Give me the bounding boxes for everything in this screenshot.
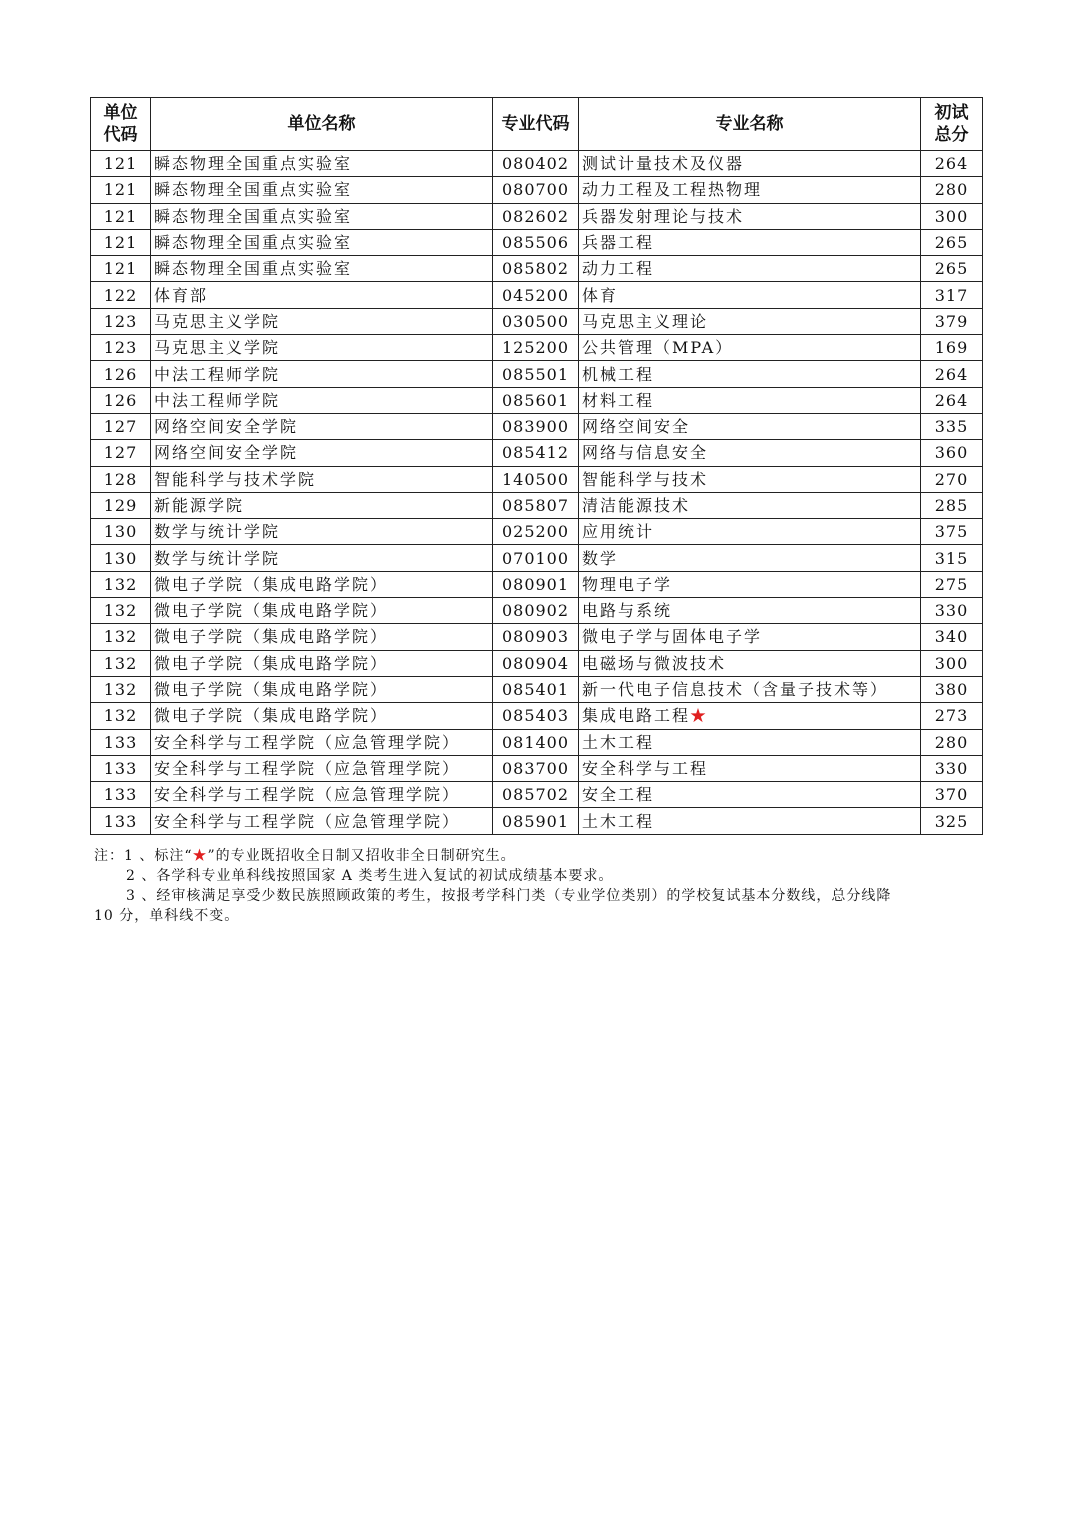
cell-score: 315: [921, 545, 983, 571]
cell-major-name: 安全工程: [579, 782, 921, 808]
cell-unit-code: 123: [91, 308, 151, 334]
cell-major-code: 085501: [493, 361, 579, 387]
cell-unit-code: 123: [91, 335, 151, 361]
cell-unit-name: 数学与统计学院: [151, 545, 493, 571]
cell-major-name: 新一代电子信息技术（含量子技术等）: [579, 676, 921, 702]
cell-unit-code: 132: [91, 676, 151, 702]
table-row: [91, 808, 983, 834]
cell-score: 379: [921, 308, 983, 334]
cell-unit-name: 马克思主义学院: [151, 308, 493, 334]
cell-unit-code: 121: [91, 203, 151, 229]
cell-unit-name: 网络空间安全学院: [151, 413, 493, 439]
cell-score: 280: [921, 177, 983, 203]
cell-score: 280: [921, 729, 983, 755]
cell-unit-name: 微电子学院（集成电路学院）: [151, 598, 493, 624]
cell-unit-code: 129: [91, 492, 151, 518]
table-row: [91, 782, 983, 808]
cell-unit-code: 133: [91, 729, 151, 755]
notes: [94, 846, 980, 926]
cell-score: 335: [921, 413, 983, 439]
cell-unit-name: 马克思主义学院: [151, 335, 493, 361]
cell-major-name: 电磁场与微波技术: [579, 650, 921, 676]
cell-score: 285: [921, 492, 983, 518]
cell-major-code: 085403: [493, 703, 579, 729]
cell-score: 340: [921, 624, 983, 650]
cell-unit-code: 121: [91, 256, 151, 282]
cell-major-code: 085807: [493, 492, 579, 518]
cell-major-code: 080904: [493, 650, 579, 676]
cell-major-code: 140500: [493, 466, 579, 492]
cell-major-code: 125200: [493, 335, 579, 361]
cell-major-code: 025200: [493, 519, 579, 545]
cell-major-name: 网络与信息安全: [579, 440, 921, 466]
table-row: [91, 203, 983, 229]
table-row: [91, 308, 983, 334]
cell-major-name: 测试计量技术及仪器: [579, 151, 921, 177]
cell-major-name: 兵器工程: [579, 229, 921, 255]
table-row: [91, 361, 983, 387]
note-3: 3 、经审核满足享受少数民族照顾政策的考生，按报考学科门类（专业学位类别）的学校复试基本分数线，总分线降: [126, 888, 892, 904]
cell-score: 169: [921, 335, 983, 361]
cell-unit-name: 安全科学与工程学院（应急管理学院）: [151, 729, 493, 755]
table-row: [91, 650, 983, 676]
note-1: 注：1 、标注“★”的专业既招收全日制又招收非全日制研究生。: [94, 848, 516, 864]
cell-unit-code: 132: [91, 571, 151, 597]
cell-score: 275: [921, 571, 983, 597]
cell-major-name: 动力工程及工程热物理: [579, 177, 921, 203]
cell-score: 370: [921, 782, 983, 808]
cell-major-code: 085702: [493, 782, 579, 808]
cell-major-name: 机械工程: [579, 361, 921, 387]
cell-unit-code: 132: [91, 624, 151, 650]
cell-major-code: 081400: [493, 729, 579, 755]
cell-unit-name: 微电子学院（集成电路学院）: [151, 624, 493, 650]
cell-major-code: 080700: [493, 177, 579, 203]
cell-major-code: 083700: [493, 755, 579, 781]
header-major-name: 专业名称: [579, 98, 921, 151]
table-body: [91, 151, 983, 835]
cell-unit-code: 126: [91, 361, 151, 387]
cell-unit-code: 132: [91, 650, 151, 676]
cell-score: 265: [921, 256, 983, 282]
cell-score: 265: [921, 229, 983, 255]
cell-unit-name: 微电子学院（集成电路学院）: [151, 703, 493, 729]
header-major-code: 专业代码: [493, 98, 579, 151]
cell-score: 330: [921, 755, 983, 781]
cell-unit-name: 体育部: [151, 282, 493, 308]
cell-major-code: 070100: [493, 545, 579, 571]
cell-score: 264: [921, 361, 983, 387]
table-row: [91, 335, 983, 361]
table-row: [91, 492, 983, 518]
cell-major-name: 公共管理（MPA）: [579, 335, 921, 361]
cell-unit-code: 121: [91, 177, 151, 203]
table-row: [91, 413, 983, 439]
cell-major-code: 083900: [493, 413, 579, 439]
table-row: [91, 282, 983, 308]
cell-score: 300: [921, 203, 983, 229]
cell-major-name: 土木工程: [579, 729, 921, 755]
table-row: [91, 177, 983, 203]
table-row: [91, 729, 983, 755]
star-icon: ★: [192, 848, 208, 864]
cell-unit-name: 网络空间安全学院: [151, 440, 493, 466]
cell-unit-name: 微电子学院（集成电路学院）: [151, 676, 493, 702]
cell-unit-name: 微电子学院（集成电路学院）: [151, 650, 493, 676]
cell-score: 264: [921, 151, 983, 177]
cell-major-name: 集成电路工程★: [579, 703, 921, 729]
cell-unit-code: 128: [91, 466, 151, 492]
cell-major-name: 网络空间安全: [579, 413, 921, 439]
cell-score: 380: [921, 676, 983, 702]
cell-major-name: 土木工程: [579, 808, 921, 834]
cell-major-code: 045200: [493, 282, 579, 308]
cell-score: 264: [921, 387, 983, 413]
cell-major-name: 数学: [579, 545, 921, 571]
cell-unit-name: 中法工程师学院: [151, 361, 493, 387]
cell-unit-name: 安全科学与工程学院（应急管理学院）: [151, 808, 493, 834]
cell-major-name: 材料工程: [579, 387, 921, 413]
table-row: [91, 598, 983, 624]
cell-unit-code: 121: [91, 151, 151, 177]
cell-score: 300: [921, 650, 983, 676]
cell-major-code: 030500: [493, 308, 579, 334]
cell-major-code: 082602: [493, 203, 579, 229]
cell-unit-code: 133: [91, 808, 151, 834]
cell-major-name: 体育: [579, 282, 921, 308]
table-row: [91, 466, 983, 492]
cell-score: 273: [921, 703, 983, 729]
table-row: [91, 440, 983, 466]
cell-score: 317: [921, 282, 983, 308]
cell-unit-code: 133: [91, 782, 151, 808]
cell-score: 360: [921, 440, 983, 466]
cell-major-name: 物理电子学: [579, 571, 921, 597]
table-row: [91, 229, 983, 255]
cell-major-name: 动力工程: [579, 256, 921, 282]
cell-unit-name: 数学与统计学院: [151, 519, 493, 545]
cell-major-name: 安全科学与工程: [579, 755, 921, 781]
score-table: [90, 97, 983, 835]
cell-unit-name: 新能源学院: [151, 492, 493, 518]
cell-unit-code: 130: [91, 519, 151, 545]
header-score: 初试总分: [921, 98, 983, 151]
cell-unit-name: 安全科学与工程学院（应急管理学院）: [151, 782, 493, 808]
cell-unit-code: 132: [91, 598, 151, 624]
cell-major-name: 应用统计: [579, 519, 921, 545]
table-row: [91, 519, 983, 545]
table-row: [91, 571, 983, 597]
cell-unit-code: 122: [91, 282, 151, 308]
cell-unit-name: 瞬态物理全国重点实验室: [151, 229, 493, 255]
cell-unit-name: 微电子学院（集成电路学院）: [151, 571, 493, 597]
cell-major-code: 085506: [493, 229, 579, 255]
cell-unit-name: 瞬态物理全国重点实验室: [151, 203, 493, 229]
table-row: [91, 755, 983, 781]
cell-unit-name: 安全科学与工程学院（应急管理学院）: [151, 755, 493, 781]
cell-score: 325: [921, 808, 983, 834]
cell-score: 330: [921, 598, 983, 624]
header-unit-code: 单位代码: [91, 98, 151, 151]
cell-unit-name: 瞬态物理全国重点实验室: [151, 177, 493, 203]
cell-major-code: 080901: [493, 571, 579, 597]
cell-major-name: 马克思主义理论: [579, 308, 921, 334]
cell-major-code: 085601: [493, 387, 579, 413]
table-row: [91, 624, 983, 650]
cell-unit-code: 126: [91, 387, 151, 413]
cell-major-code: 085401: [493, 676, 579, 702]
cell-major-name: 清洁能源技术: [579, 492, 921, 518]
cell-unit-name: 中法工程师学院: [151, 387, 493, 413]
cell-unit-code: 127: [91, 440, 151, 466]
cell-unit-code: 132: [91, 703, 151, 729]
star-icon: ★: [690, 706, 709, 726]
note-2: 2 、各学科专业单科线按照国家 A 类考生进入复试的初试成绩基本要求。: [126, 868, 614, 884]
note-3-continued: 10 分，单科线不变。: [94, 908, 240, 924]
cell-major-code: 080902: [493, 598, 579, 624]
cell-major-name: 电路与系统: [579, 598, 921, 624]
cell-major-code: 085412: [493, 440, 579, 466]
table-row: [91, 256, 983, 282]
cell-major-name: 兵器发射理论与技术: [579, 203, 921, 229]
cell-major-name: 智能科学与技术: [579, 466, 921, 492]
cell-major-code: 085802: [493, 256, 579, 282]
cell-score: 375: [921, 519, 983, 545]
cell-unit-name: 瞬态物理全国重点实验室: [151, 151, 493, 177]
cell-major-name: 微电子学与固体电子学: [579, 624, 921, 650]
table-row: [91, 387, 983, 413]
table-row: [91, 703, 983, 729]
header-unit-name: 单位名称: [151, 98, 493, 151]
table-header-row: [91, 98, 983, 151]
cell-unit-code: 121: [91, 229, 151, 255]
cell-unit-code: 127: [91, 413, 151, 439]
cell-unit-name: 智能科学与技术学院: [151, 466, 493, 492]
cell-unit-code: 130: [91, 545, 151, 571]
table-row: [91, 545, 983, 571]
cell-major-code: 085901: [493, 808, 579, 834]
cell-major-code: 080903: [493, 624, 579, 650]
cell-major-code: 080402: [493, 151, 579, 177]
cell-unit-code: 133: [91, 755, 151, 781]
cell-score: 270: [921, 466, 983, 492]
table-row: [91, 151, 983, 177]
cell-unit-name: 瞬态物理全国重点实验室: [151, 256, 493, 282]
table-row: [91, 676, 983, 702]
